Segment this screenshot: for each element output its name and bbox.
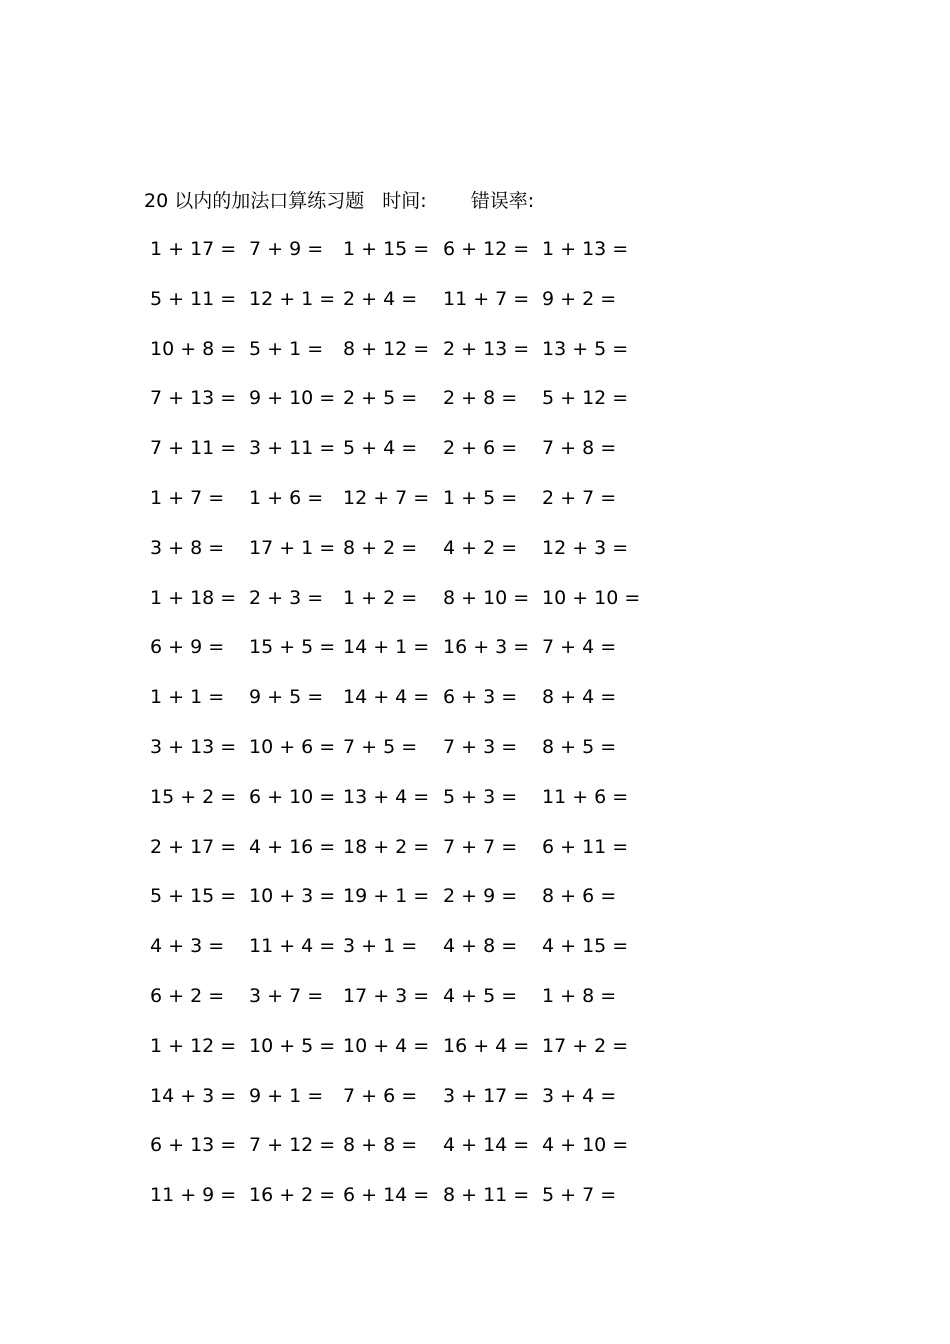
worksheet-header	[144, 186, 534, 216]
problem-item: 2 + 6 =	[443, 437, 518, 460]
problem-item: 6 + 3 =	[443, 686, 518, 709]
problem-item: 2 + 5 =	[343, 387, 418, 410]
problem-item: 8 + 10 =	[443, 586, 530, 609]
problem-row	[146, 1031, 646, 1081]
problem-item: 2 + 9 =	[443, 885, 518, 908]
problem-item: 5 + 1 =	[249, 337, 324, 360]
problem-item: 7 + 6 =	[343, 1084, 418, 1107]
problem-item: 14 + 4 =	[343, 686, 430, 709]
problem-item: 10 + 3 =	[249, 885, 336, 908]
problem-item: 8 + 6 =	[542, 885, 617, 908]
problem-item: 12 + 7 =	[343, 486, 430, 509]
problem-item: 8 + 8 =	[343, 1134, 418, 1157]
problem-item: 4 + 5 =	[443, 984, 518, 1007]
problem-item: 4 + 8 =	[443, 935, 518, 958]
problem-row	[146, 732, 646, 782]
problem-item: 19 + 1 =	[343, 885, 430, 908]
problem-item: 1 + 5 =	[443, 486, 518, 509]
problem-row	[146, 881, 646, 931]
worksheet-title: 20 以内的加法口算练习题	[144, 190, 365, 212]
problem-item: 6 + 2 =	[150, 984, 225, 1007]
problem-item: 2 + 3 =	[249, 586, 324, 609]
problem-item: 10 + 6 =	[249, 735, 336, 758]
problem-item: 18 + 2 =	[343, 835, 430, 858]
problem-item: 12 + 1 =	[249, 287, 336, 310]
problem-item: 17 + 1 =	[249, 536, 336, 559]
problem-item: 10 + 4 =	[343, 1034, 430, 1057]
problem-item: 17 + 2 =	[542, 1034, 629, 1057]
problem-row	[146, 682, 646, 732]
problem-item: 6 + 9 =	[150, 636, 225, 659]
problem-item: 10 + 8 =	[150, 337, 237, 360]
problem-item: 16 + 4 =	[443, 1034, 530, 1057]
problem-item: 9 + 5 =	[249, 686, 324, 709]
problem-item: 7 + 11 =	[150, 437, 237, 460]
problem-item: 8 + 4 =	[542, 686, 617, 709]
problem-item: 1 + 1 =	[150, 686, 225, 709]
problem-item: 5 + 7 =	[542, 1184, 617, 1207]
problem-item: 12 + 3 =	[542, 536, 629, 559]
problem-row	[146, 1130, 646, 1180]
problem-row	[146, 583, 646, 633]
problem-item: 3 + 7 =	[249, 984, 324, 1007]
problem-item: 15 + 2 =	[150, 785, 237, 808]
problem-row	[146, 981, 646, 1031]
problem-item: 8 + 5 =	[542, 735, 617, 758]
problem-item: 11 + 7 =	[443, 287, 530, 310]
problem-item: 14 + 3 =	[150, 1084, 237, 1107]
problem-item: 5 + 11 =	[150, 287, 237, 310]
error-rate-label: 错误率:	[470, 190, 535, 212]
problem-item: 4 + 15 =	[542, 935, 629, 958]
problem-item: 8 + 2 =	[343, 536, 418, 559]
problem-item: 3 + 13 =	[150, 735, 237, 758]
problem-item: 2 + 8 =	[443, 387, 518, 410]
problem-item: 7 + 13 =	[150, 387, 237, 410]
problem-item: 13 + 5 =	[542, 337, 629, 360]
problem-row	[146, 931, 646, 981]
problem-item: 1 + 18 =	[150, 586, 237, 609]
problem-item: 1 + 7 =	[150, 486, 225, 509]
problem-item: 14 + 1 =	[343, 636, 430, 659]
problem-item: 17 + 3 =	[343, 984, 430, 1007]
problem-item: 7 + 9 =	[249, 238, 324, 260]
problem-item: 11 + 4 =	[249, 935, 336, 958]
time-label: 时间:	[382, 190, 427, 212]
problem-item: 8 + 11 =	[443, 1184, 530, 1207]
problem-item: 4 + 2 =	[443, 536, 518, 559]
problem-item: 3 + 8 =	[150, 536, 225, 559]
problem-item: 5 + 4 =	[343, 437, 418, 460]
problem-item: 3 + 1 =	[343, 935, 418, 958]
problem-item: 11 + 9 =	[150, 1184, 237, 1207]
problem-item: 6 + 12 =	[443, 238, 530, 260]
problem-item: 1 + 15 =	[343, 238, 430, 260]
problem-item: 3 + 4 =	[542, 1084, 617, 1107]
problem-item: 16 + 2 =	[249, 1184, 336, 1207]
problem-item: 2 + 7 =	[542, 486, 617, 509]
problem-item: 6 + 11 =	[542, 835, 629, 858]
problem-item: 1 + 17 =	[150, 238, 237, 260]
problem-item: 2 + 4 =	[343, 287, 418, 310]
problem-item: 7 + 12 =	[249, 1134, 336, 1157]
problem-item: 5 + 3 =	[443, 785, 518, 808]
problem-item: 4 + 14 =	[443, 1134, 530, 1157]
problem-item: 4 + 3 =	[150, 935, 225, 958]
problem-row	[146, 383, 646, 433]
problem-item: 8 + 12 =	[343, 337, 430, 360]
problem-item: 6 + 13 =	[150, 1134, 237, 1157]
problem-item: 1 + 2 =	[343, 586, 418, 609]
problem-item: 9 + 10 =	[249, 387, 336, 410]
problem-item: 16 + 3 =	[443, 636, 530, 659]
problem-item: 2 + 17 =	[150, 835, 237, 858]
problem-row	[146, 782, 646, 832]
problem-item: 1 + 12 =	[150, 1034, 237, 1057]
problem-row	[146, 483, 646, 533]
problem-item: 1 + 6 =	[249, 486, 324, 509]
problem-row	[146, 632, 646, 682]
problem-item: 13 + 4 =	[343, 785, 430, 808]
problem-item: 10 + 5 =	[249, 1034, 336, 1057]
problem-row	[146, 533, 646, 583]
problem-item: 7 + 8 =	[542, 437, 617, 460]
problem-row	[146, 284, 646, 334]
problem-item: 2 + 13 =	[443, 337, 530, 360]
problem-item: 1 + 13 =	[542, 238, 629, 260]
problem-item: 7 + 3 =	[443, 735, 518, 758]
problem-item: 5 + 12 =	[542, 387, 629, 410]
problem-grid	[146, 234, 646, 1230]
problem-item: 5 + 15 =	[150, 885, 237, 908]
problem-item: 3 + 17 =	[443, 1084, 530, 1107]
problem-item: 11 + 6 =	[542, 785, 629, 808]
problem-row	[146, 334, 646, 384]
problem-row	[146, 1180, 646, 1230]
problem-row	[146, 1081, 646, 1131]
problem-item: 1 + 8 =	[542, 984, 617, 1007]
problem-item: 10 + 10 =	[542, 586, 641, 609]
problem-item: 3 + 11 =	[249, 437, 336, 460]
problem-item: 7 + 4 =	[542, 636, 617, 659]
problem-item: 9 + 1 =	[249, 1084, 324, 1107]
problem-item: 4 + 10 =	[542, 1134, 629, 1157]
problem-item: 9 + 2 =	[542, 287, 617, 310]
problem-row	[146, 234, 646, 284]
problem-item: 6 + 10 =	[249, 785, 336, 808]
problem-item: 4 + 16 =	[249, 835, 336, 858]
problem-item: 7 + 5 =	[343, 735, 418, 758]
problem-item: 6 + 14 =	[343, 1184, 430, 1207]
problem-item: 15 + 5 =	[249, 636, 336, 659]
problem-row	[146, 433, 646, 483]
problem-item: 7 + 7 =	[443, 835, 518, 858]
problem-row	[146, 832, 646, 882]
